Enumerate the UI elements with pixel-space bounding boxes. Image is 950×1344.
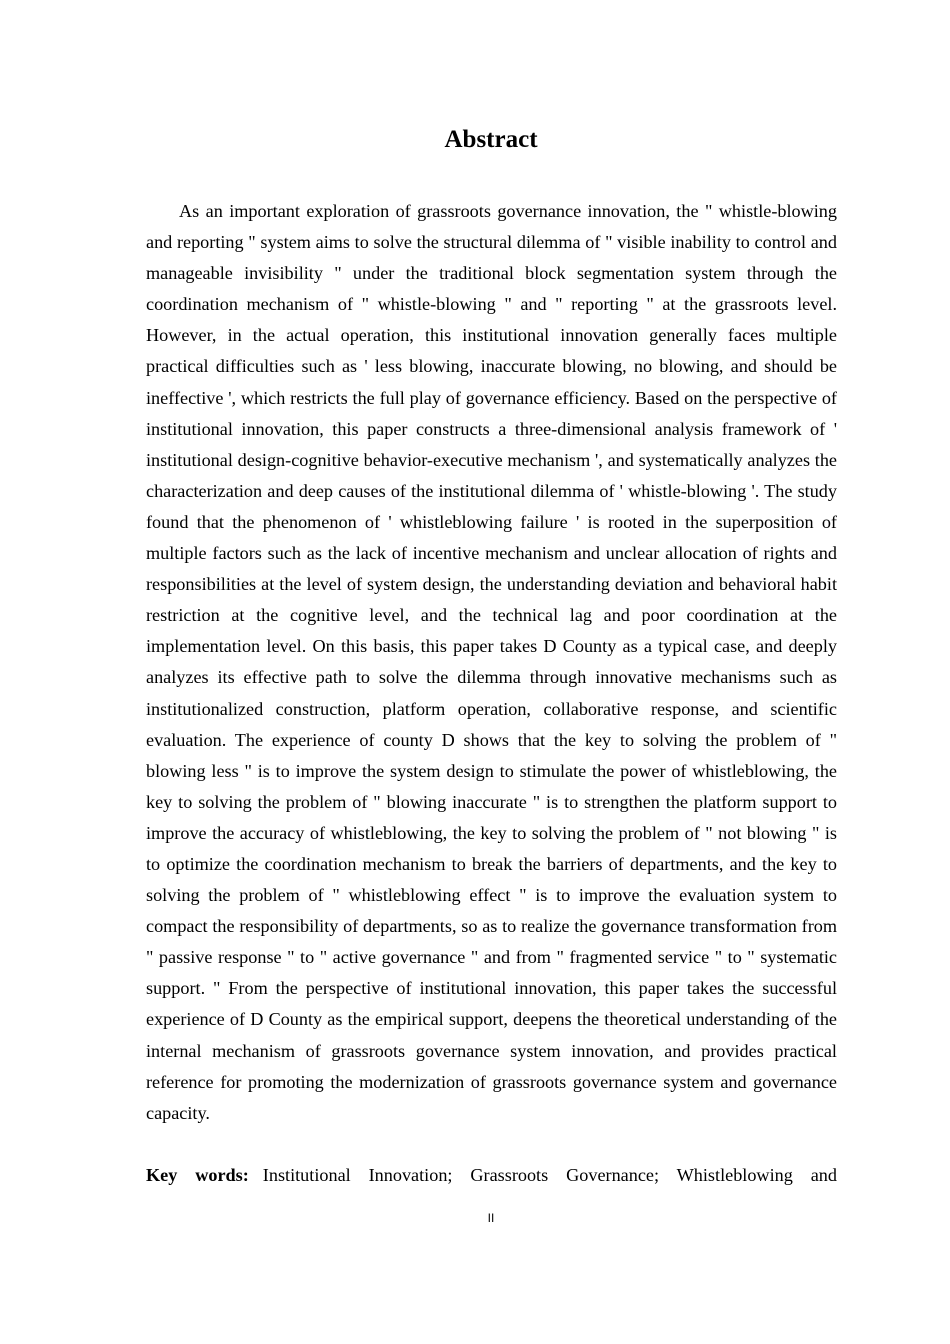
- page-title: Abstract: [444, 126, 538, 153]
- keywords-label: Key words:: [146, 1165, 249, 1185]
- page-number: II: [487, 1211, 495, 1225]
- keywords-line: [146, 1160, 837, 1191]
- keywords-text: Institutional Innovation; Grassroots Governance; Whistleblowing and: [262, 1165, 837, 1185]
- abstract-paragraph: As an important exploration of grassroots governance innovation, the " whistle-blowing and reporting " system aims to solve the structural dilemma of " visible inability to control and manageable invisibility " under the traditional block segmentation system through the coordination mechanism of " whistle-blowing " and " reporting " at the grassroots level. However, in the actual operation, this institutional innovation generally faces multiple practical difficulties such as ' less blowing, inaccurate blowing, no blowing, and should be ineffective ', which restricts the full play of governance efficiency. Based on the perspective of institutional innovation, this paper constructs a three-dimensional analysis framework of ' institutional design-cognitive behavior-executive mechanism ', and systematically analyzes the characterization and deep causes of the institutional dilemma of ' whistle-blowing '. The study found that the phenomenon of ' whistleblowing failure ' is rooted in the superposition of multiple factors such as the lack of incentive mechanism and unclear allocation of rights and responsibilities at the level of system design, the understanding deviation and behavioral habit restriction at the cognitive level, and the technical lag and poor coordination at the implementation level. On this basis, this paper takes D County as a typical case, and deeply analyzes its effective path to solve the dilemma through innovative mechanisms such as institutionalized construction, platform operation, collaborative response, and scientific evaluation. The experience of county D shows that the key to solving the problem of " blowing less " is to improve the system design to stimulate the power of whistleblowing, the key to solving the problem of " blowing inaccurate " is to strengthen the platform support to improve the accuracy of whistleblowing, the key to solving the problem of " not blowing " is to optimize the coordination mechanism to break the barriers of departments, and the key to solving the problem of " whistleblowing effect " is to improve the evaluation system to compact the responsibility of departments, so as to realize the governance transformation from " passive response " to " active governance " and from " fragmented service " to " systematic support. " From the perspective of institutional innovation, this paper takes the successful experience of D County as the empirical support, deepens the theoretical understanding of the internal mechanism of grassroots governance system innovation, and provides practical reference for promoting the modernization of grassroots governance system and governance capacity.: [146, 201, 837, 1123]
